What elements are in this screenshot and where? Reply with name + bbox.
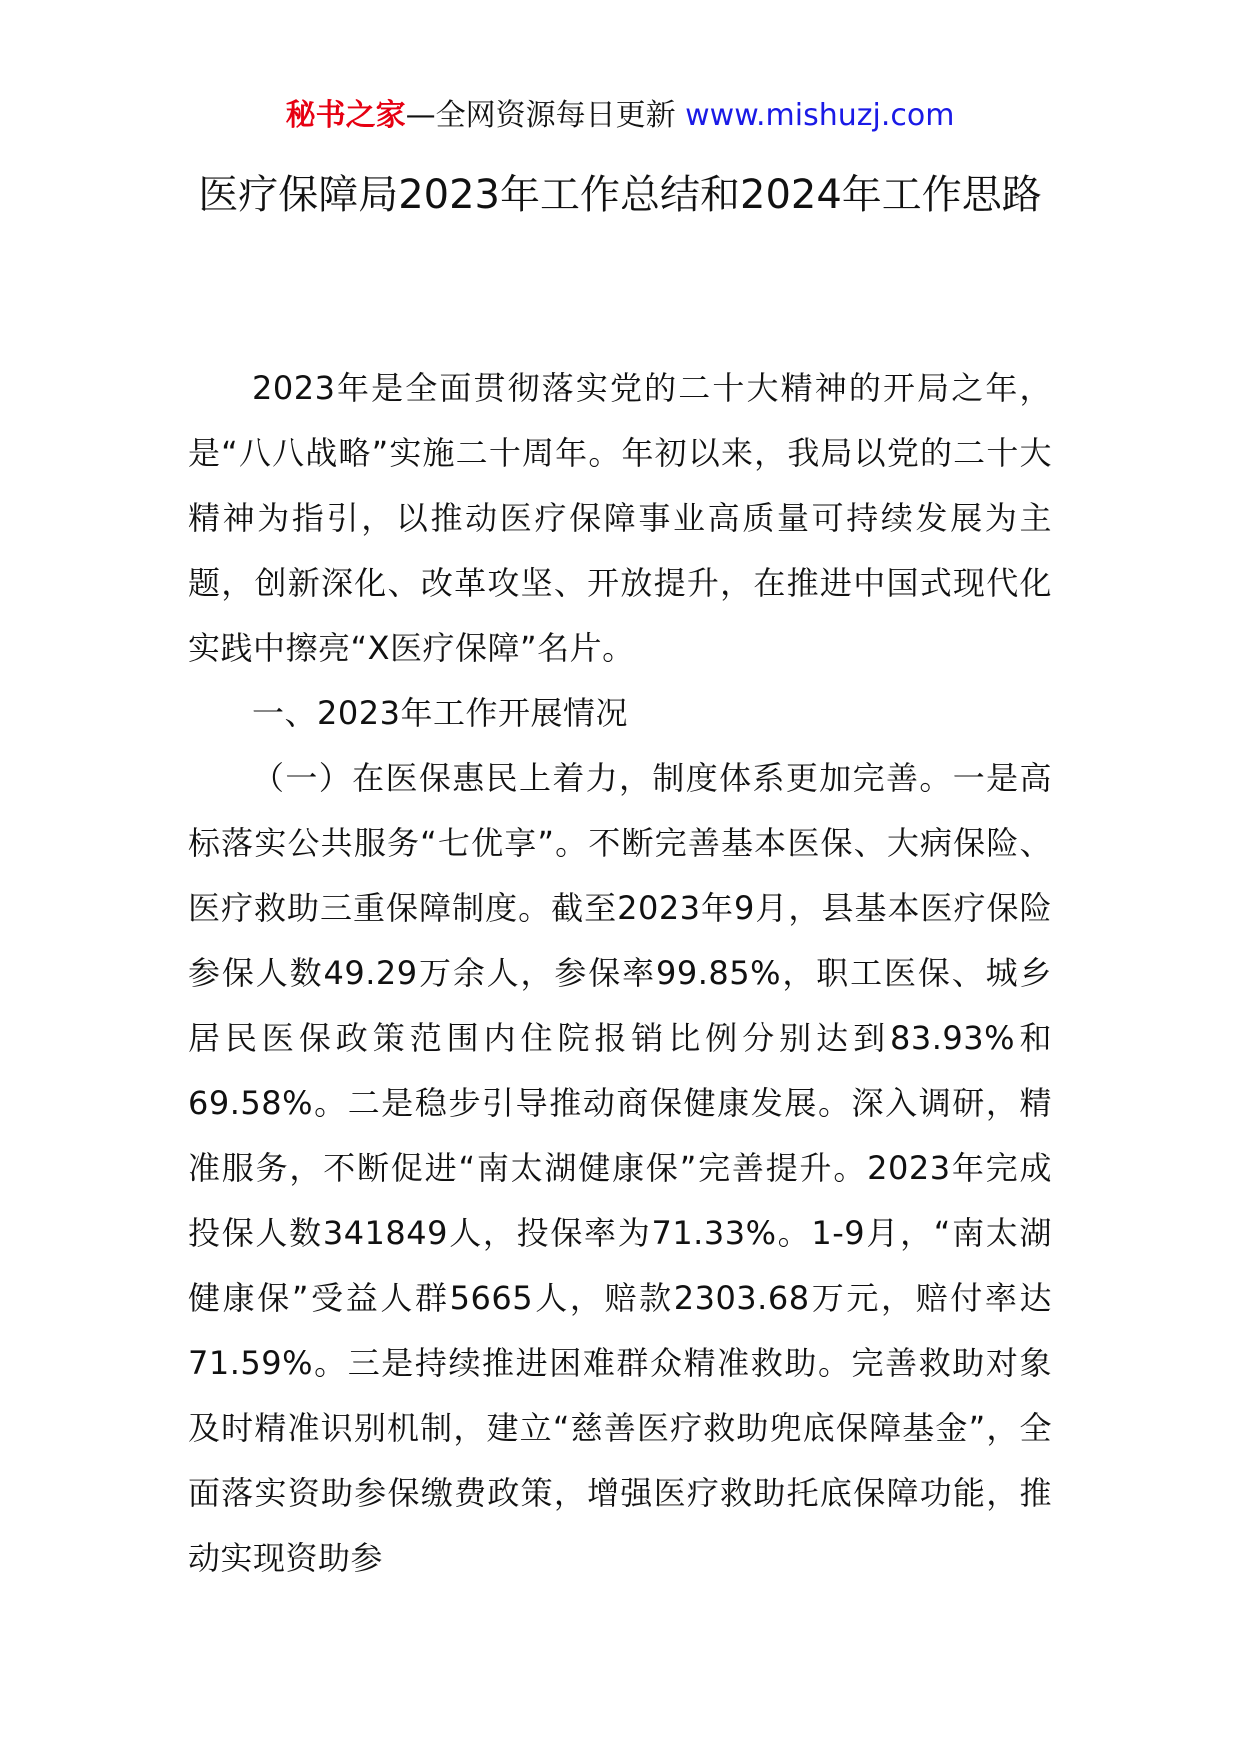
site-banner [0,96,1240,136]
site-tagline: —全网资源每日更新 [405,98,686,133]
document-title: 医疗保障局2023年工作总结和2024年工作思路 [198,172,1042,218]
intro-paragraph: 2023年是全面贯彻落实党的二十大精神的开局之年，是“八八战略”实施二十周年。年初以来，我局以党的二十大精神为指引，以推动医疗保障事业高质量可持续发展为主题，创新深化、改革攻坚、开放提升，在推进中国式现代化实践中擦亮“X医疗保障”名片。 [188,369,1052,667]
body-paragraph: （一）在医保惠民上着力，制度体系更加完善。一是高标落实公共服务“七优享”。不断完善基本医保、大病保险、医疗救助三重保障制度。截至2023年9月，县基本医疗保险参保人数49.29万余人，参保率99.85%，职工医保、城乡居民医保政策范围内住院报销比例分别达到83.93%和69.58%。二是稳步引导推动商保健康发展。深入调研，精准服务，不断促进“南太湖健康保”完善提升。2023年完成投保人数341849人，投保率为71.33%。1-9月，“南太湖健康保”受益人群5665人，赔款2303.68万元，赔付率达71.59%。三是持续推进困难群众精准救助。完善救助对象及时精准识别机制，建立“慈善医疗救助兜底保障基金”，全面落实资助参保缴费政策，增强医疗救助托底保障功能，推动实现资助参 [188,759,1052,1577]
site-name: 秘书之家 [285,98,406,133]
site-url-link[interactable]: www.mishuzj.com [685,98,955,133]
section-heading: 一、2023年工作开展情况 [252,694,628,732]
document-body [188,356,1052,1591]
